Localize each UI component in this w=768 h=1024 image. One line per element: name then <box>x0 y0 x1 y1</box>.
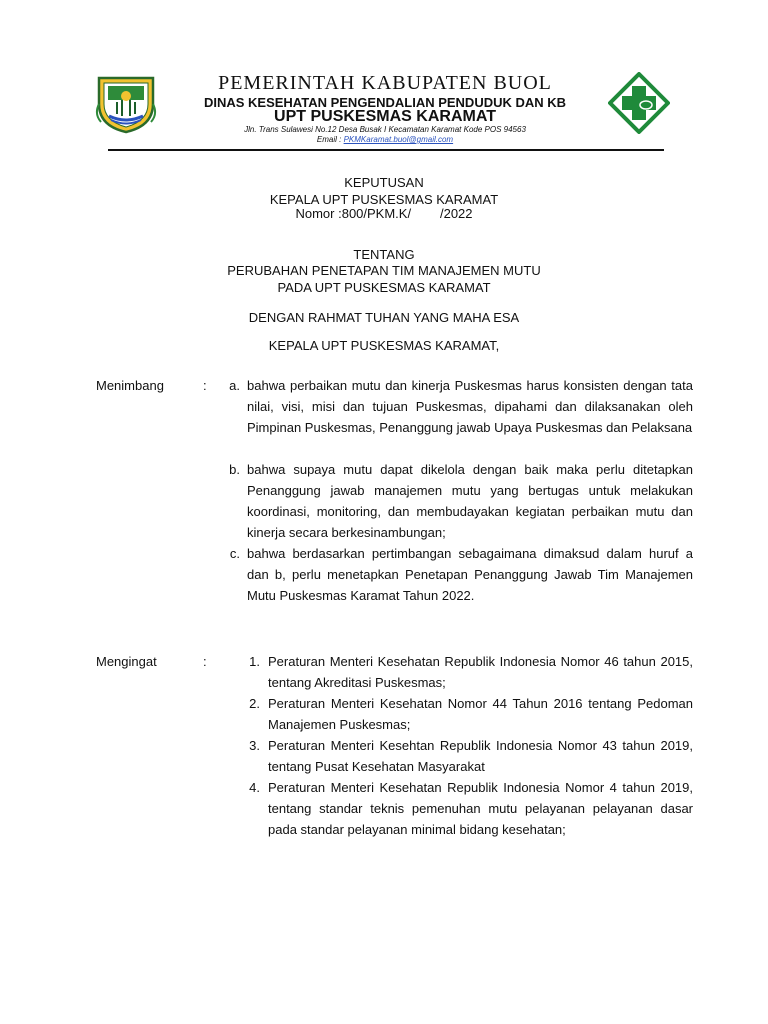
mengingat-item-1: Peraturan Menteri Kesehatan Republik Indonesia Nomor 46 tahun 2015, tentang Akreditasi Puskesmas; <box>268 654 693 690</box>
mengingat-item-3: Peraturan Menteri Kesehtan Republik Indonesia Nomor 43 tahun 2019, tentang Pusat Kesehatan Masyarakat <box>268 738 693 774</box>
decree-number: Nomor :800/PKM.K/ /2022 <box>295 206 473 221</box>
email-label: Email : <box>316 135 342 144</box>
menimbang-marker-b: b. <box>229 462 240 477</box>
about-heading: TENTANG <box>353 247 415 262</box>
menimbang-marker-c: c. <box>229 546 240 561</box>
mengingat-marker-1: 1. <box>249 654 260 669</box>
letterhead-email <box>160 135 610 144</box>
regency-emblem-icon <box>95 74 157 134</box>
blessing-line: DENGAN RAHMAT TUHAN YANG MAHA ESA <box>248 310 520 325</box>
mengingat-item-2: Peraturan Menteri Kesehatan Nomor 44 Tahun 2016 tentang Pedoman Manajemen Puskesmas; <box>268 696 693 732</box>
head-line: KEPALA UPT PUSKESMAS KARAMAT, <box>268 338 500 353</box>
mengingat-item-4: Peraturan Menteri Kesehatan Republik Indonesia Nomor 4 tahun 2019, tentang standar teknis pemenuhan mutu pelayanan pelayanan dasar pada standar pelayanan minimal bidang kesehatan; <box>268 780 693 837</box>
letterhead-unit: UPT PUSKESMAS KARAMAT <box>274 108 496 125</box>
letterhead-divider <box>108 149 664 151</box>
letterhead-address: Jln. Trans Sulawesi No.12 Desa Busak I Kecamatan Karamat Kode POS 94563 <box>244 125 526 134</box>
menimbang-colon: : <box>203 378 207 393</box>
decree-title: KEPUTUSAN <box>344 175 424 190</box>
menimbang-item-a: bahwa perbaikan mutu dan kinerja Puskesmas harus konsisten dengan tata nilai, visi, misi dan tujuan Puskesmas, dipahami dan dilaksanakan oleh Pimpinan Puskesmas, Penanggung jawab Upaya Puskesmas dan Pelaksana <box>247 378 693 435</box>
menimbang-item-c: bahwa berdasarkan pertimbangan sebagaimana dimaksud dalam huruf a dan b, perlu menetapkan Penetapan Penanggung Jawab Tim Manajemen Mutu Puskesmas Karamat Tahun 2022. <box>247 546 693 603</box>
menimbang-marker-a: a. <box>229 378 240 393</box>
subject-line-1: PERUBAHAN PENETAPAN TIM MANAJEMEN MUTU <box>227 263 541 278</box>
mengingat-marker-2: 2. <box>249 696 260 711</box>
email-link[interactable]: PKMKaramat.buol@gmail.com <box>343 135 454 144</box>
mengingat-label: Mengingat <box>96 654 157 669</box>
decree-issuer: KEPALA UPT PUSKESMAS KARAMAT <box>269 192 499 207</box>
menimbang-label: Menimbang <box>96 378 164 393</box>
mengingat-colon: : <box>203 654 207 669</box>
mengingat-marker-4: 4. <box>249 780 260 795</box>
mengingat-marker-3: 3. <box>249 738 260 753</box>
subject-line-2: PADA UPT PUSKESMAS KARAMAT <box>277 280 491 295</box>
puskesmas-cross-icon <box>608 72 670 134</box>
letterhead-government: PEMERINTAH KABUPATEN BUOL <box>218 72 552 94</box>
menimbang-item-b: bahwa supaya mutu dapat dikelola dengan baik maka perlu ditetapkan Penanggung jawab manajemen mutu yang bertugas untuk melakukan koordinasi, monitoring, dan membudayakan kegiatan perbaikan mutu dan kinerja secara berkesinambungan; <box>247 462 693 540</box>
letterhead-agency: DINAS KESEHATAN PENGENDALIAN PENDUDUK DAN KB <box>203 95 567 110</box>
